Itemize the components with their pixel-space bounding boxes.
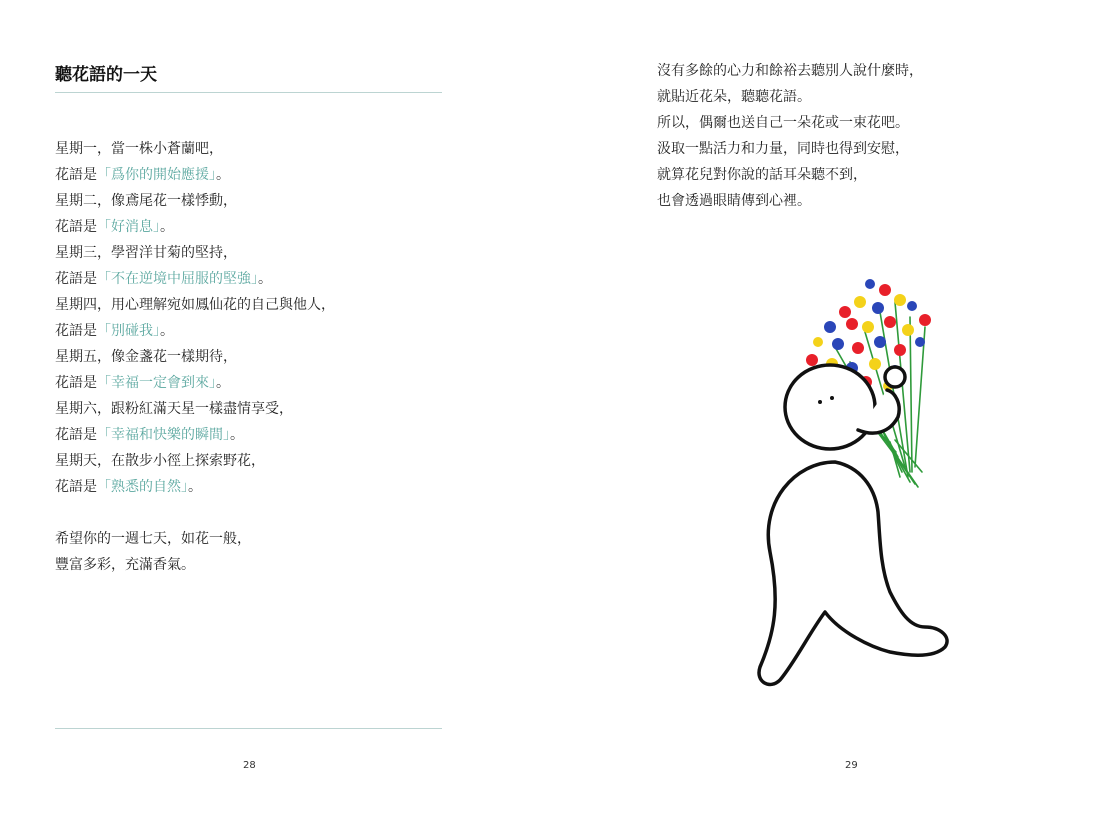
- flower-language-prefix: 花語是: [55, 271, 97, 287]
- flower-language-suffix: 。: [216, 167, 230, 183]
- day-line-2: 星期二，像鳶尾花一樣悸動，: [55, 193, 237, 209]
- flower-language-text: 「幸福和快樂的瞬間」: [97, 427, 230, 443]
- right-text-line: 汲取一點活力和力量，同時也得到安慰，: [657, 141, 909, 157]
- flower-language-line-2: [55, 214, 455, 240]
- footer-divider: [55, 728, 442, 729]
- right-text-line: 就貼近花朵，聽聽花語。: [657, 89, 811, 105]
- day-line-5: 星期五，像金盞花一樣期待，: [55, 349, 237, 365]
- day-line-1: 星期一，當一株小蒼蘭吧，: [55, 141, 223, 157]
- right-text-line: 所以，偶爾也送自己一朵花或一束花吧。: [657, 115, 909, 131]
- right-text-line: 也會透過眼睛傳到心裡。: [657, 193, 811, 209]
- flower-language-line-6: [55, 422, 455, 448]
- page-number: 29: [845, 760, 858, 771]
- right-text-body: [657, 58, 1077, 214]
- flower-language-suffix: 。: [160, 219, 174, 235]
- flower-language-suffix: 。: [258, 271, 272, 287]
- right-text-line: 就算花兒對你說的話耳朵聽不到，: [657, 167, 867, 183]
- flower-language-line-5: [55, 370, 455, 396]
- flower-language-suffix: 。: [188, 479, 202, 495]
- poem-body: [55, 136, 455, 578]
- day-line-4: 星期四，用心理解宛如鳳仙花的自己與他人，: [55, 297, 335, 313]
- closing-line-1: 希望你的一週七天，如花一般，: [55, 531, 251, 547]
- day-line-3: 星期三，學習洋甘菊的堅持，: [55, 245, 237, 261]
- flower-language-line-3: [55, 266, 455, 292]
- flower-language-suffix: 。: [216, 375, 230, 391]
- day-line-7: 星期天，在散步小徑上探索野花，: [55, 453, 265, 469]
- flower-language-prefix: 花語是: [55, 375, 97, 391]
- flower-language-prefix: 花語是: [55, 167, 97, 183]
- title-divider: [55, 92, 442, 93]
- page-number: 28: [243, 760, 256, 771]
- flower-language-prefix: 花語是: [55, 219, 97, 235]
- flower-language-text: 「不在逆境中屈服的堅強」: [97, 271, 258, 287]
- flower-language-text: 「爲你的開始應援」: [97, 167, 216, 183]
- flower-language-text: 「別碰我」: [97, 323, 160, 339]
- flower-language-line-1: [55, 162, 455, 188]
- day-line-6: 星期六，跟粉紅滿天星一樣盡情享受，: [55, 401, 293, 417]
- person-with-flower-bouquet-icon: [740, 272, 980, 692]
- flower-language-line-7: [55, 474, 455, 500]
- flower-language-line-4: [55, 318, 455, 344]
- flower-language-text: 「好消息」: [97, 219, 160, 235]
- right-page: [550, 0, 1100, 816]
- flower-language-prefix: 花語是: [55, 323, 97, 339]
- stanza-gap: [55, 500, 455, 526]
- chapter-title: 聽花語的一天: [55, 65, 157, 85]
- flower-language-suffix: 。: [230, 427, 244, 443]
- flower-language-prefix: 花語是: [55, 479, 97, 495]
- flower-language-text: 「熟悉的自然」: [97, 479, 188, 495]
- flower-language-text: 「幸福一定會到來」: [97, 375, 216, 391]
- flower-language-suffix: 。: [160, 323, 174, 339]
- right-text-line: 沒有多餘的心力和餘裕去聽別人說什麼時，: [657, 63, 923, 79]
- closing-line-2: 豐富多彩，充滿香氣。: [55, 557, 195, 573]
- flower-language-prefix: 花語是: [55, 427, 97, 443]
